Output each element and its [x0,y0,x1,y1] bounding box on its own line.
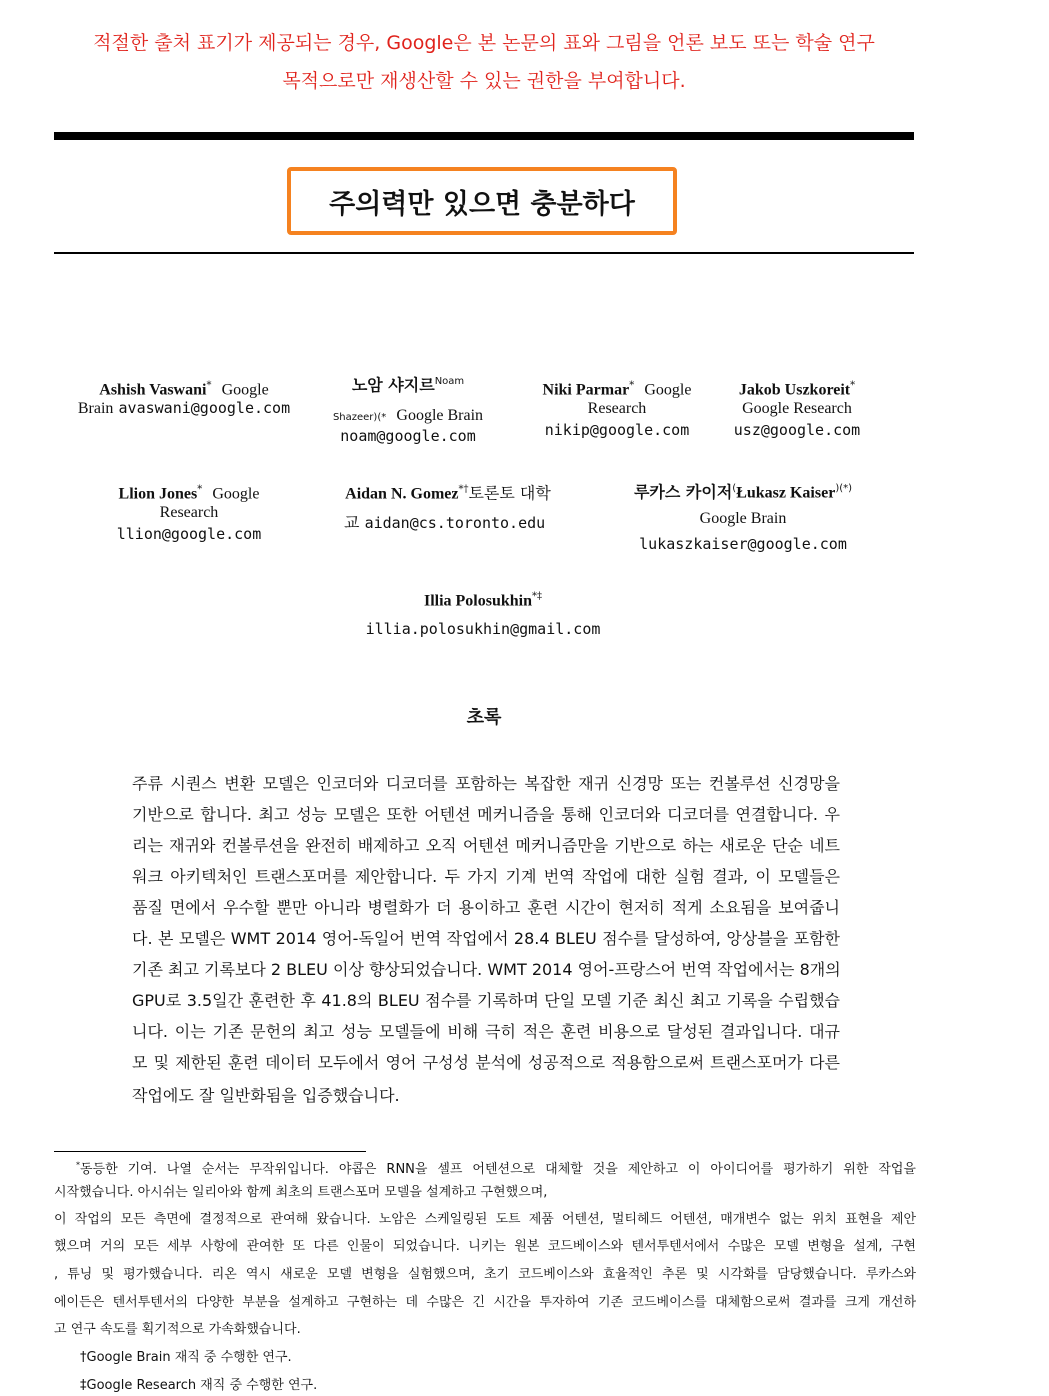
author-email[interactable]: lukaszkaiser@google.com [639,535,847,554]
footnote-line: 이 작업의 모든 측면에 결정적으로 관여해 왔습니다. 노암은 스케일링된 도트 제품 어텐션, 멀티헤드 어텐션, 매개변수 없는 위치 표현을 제안 [54,1212,916,1227]
author-email[interactable]: noam@google.com [340,427,476,446]
author-ashish-vaswani [66,377,302,418]
author-email[interactable]: illia.polosukhin@gmail.com [365,620,601,639]
author-aidan-gomez [328,481,568,532]
author-name-cont: Shazeer)(* [332,412,387,424]
footnote-line: 에이든은 텐서투텐서의 다양한 부분을 설계하고 구현하는 데 수많은 긴 시간을 투자하여 기존 코드베이스를 대체함으로써 결과를 크게 개선하 [54,1295,916,1310]
footnote-rule [54,1151,366,1152]
author-affiliation: Google [212,485,260,503]
abstract-line: 기존 최고 기록보다 2 BLEU 이상 향상되었습니다. WMT 2014 영어-프랑스어 번역 작업에서는 8개의 [132,960,841,979]
author-noam-shazeer [318,373,498,445]
author-name-sup: ( [732,483,737,494]
author-jakob-uszkoreit [722,377,872,439]
author-name-sup: Noam [434,376,465,387]
author-affiliation-cont: Research [587,400,647,418]
title-bottom-rule [54,252,914,254]
abstract-heading: 초록 [466,707,502,728]
author-name: Jakob Uszkoreit [738,381,851,399]
author-mark: *‡ [532,591,543,602]
abstract-line: 기반으로 합니다. 최고 성능 모델은 또한 어텐션 메커니즘을 통해 인코더와 디코더를 연결합니다. 우 [132,805,840,824]
author-name: Illia Polosukhin [423,592,533,610]
footnote-mark: * [76,1160,80,1170]
footnote-dagger: †Google Brain 재직 중 수행한 연구. [80,1350,292,1365]
author-affiliation: Google Brain [396,407,484,425]
abstract-line: GPU로 3.5일간 훈련한 후 41.8의 BLEU 점수를 기록하며 단일 모델 기준 최신 최고 기록을 수립했습 [132,991,840,1010]
paper-title: 주의력만 있으면 충분하다 [287,167,677,235]
abstract-line: 다. 본 모델은 WMT 2014 영어-독일어 번역 작업에서 28.4 BLEU 점수를 달성하여, 앙상블을 포함한 [132,929,840,948]
abstract-line: 품질 면에서 우수할 뿐만 아니라 병렬화가 더 용이하고 훈련 시간이 현저히 적게 소요됨을 보여줍니 [132,898,840,917]
top-thick-rule [54,132,914,140]
author-affiliation-cont: Research [159,504,219,522]
footnote-ddagger: ‡Google Research 재직 중 수행한 연구. [80,1378,318,1393]
author-name: Aidan N. Gomez [345,485,459,503]
author-affiliation: 토론토 대학 [468,483,551,503]
author-affiliation: Google [644,381,692,399]
footnote-line: 했으며 거의 모든 세부 사항에 관여한 또 다른 인물이 되었습니다. 니키는 원본 코드베이스와 텐서투텐서에서 수많은 모델 변형을 설계, 구현 [54,1239,916,1254]
author-niki-parmar [522,377,712,439]
author-illia-polosukhin [348,588,618,638]
footnote-line: 고 연구 속도를 획기적으로 가속화했습니다. [54,1322,301,1337]
author-mark: *† [458,484,469,495]
author-mark: * [629,380,635,391]
author-email[interactable]: avaswani@google.com [118,399,291,418]
author-affiliation-cont: Brain [77,400,114,418]
author-mark: * [850,380,856,391]
author-affiliation: Google Brain [699,510,787,528]
author-name: Llion Jones [118,485,198,503]
author-email[interactable]: usz@google.com [733,421,861,440]
abstract-line: 니다. 이는 기존 문헌의 최고 성능 모델들에 비해 극히 적은 훈련 비용으로 달성된 결과입니다. 대규 [132,1022,840,1041]
author-llion-jones [96,481,282,543]
author-name: Niki Parmar [542,381,630,399]
author-name-cont: Łukasz Kaiser [736,484,836,502]
abstract-line: 모 및 제한된 훈련 데이터 모두에서 영어 구성성 분석에 성공적으로 적용함으로써 트랜스포머가 다른 [132,1053,840,1072]
author-name-sup2: )(*) [835,483,853,494]
author-affiliation: Google [221,381,269,399]
abstract-line: 주류 시퀀스 변환 모델은 인코더와 디코더를 포함하는 복잡한 재귀 신경망 또는 컨볼루션 신경망을 [132,774,840,793]
author-email[interactable]: nikip@google.com [544,421,690,440]
author-name: 루카스 카이저 [633,482,733,502]
footnote-line: *동등한 기여. 나열 순서는 무작위입니다. 야콥은 RNN을 셀프 어텐션으로 대체할 것을 제안하고 이 아이디어를 평가하기 위한 작업을 [76,1160,916,1177]
abstract-line: 리는 재귀와 컨볼루션을 완전히 배제하고 오직 어텐션 메커니즘만을 기반으로 하는 새로운 단순 네트 [132,836,840,855]
author-name: 노암 샤지르 [351,375,435,395]
author-email[interactable]: llion@google.com [116,525,262,544]
abstract-line: 작업에도 잘 일반화됨을 입증했습니다. [132,1086,400,1105]
author-affiliation-cont: 교 [344,513,360,533]
abstract-line: 워크 아키텍처인 트랜스포머를 제안합니다. 두 가지 기계 번역 작업에 대한 실험 결과, 이 모델들은 [132,867,840,886]
author-lukasz-kaiser [618,480,868,553]
author-mark: * [197,484,203,495]
author-name: Ashish Vaswani [99,381,207,399]
author-mark: * [206,380,212,391]
author-affiliation: Google Research [742,400,852,418]
permission-notice-line-2: 목적으로만 재생산할 수 있는 권한을 부여합니다. [282,70,686,92]
footnote-line: 시작했습니다. 아시쉬는 일리아와 함께 최초의 트랜스포머 모델을 설계하고 구현했으며, [54,1185,548,1200]
permission-notice-line-1: 적절한 출처 표기가 제공되는 경우, Google은 본 논문의 표와 그림을 언론 보도 또는 학술 연구 [93,32,875,54]
author-email[interactable]: aidan@cs.toronto.edu [364,514,546,533]
footnote-line: , 튜닝 및 평가했습니다. 리온 역시 새로운 모델 변형을 실험했으며, 초기 코드베이스와 효율적인 추론 및 시각화를 담당했습니다. 루카스와 [54,1267,916,1282]
